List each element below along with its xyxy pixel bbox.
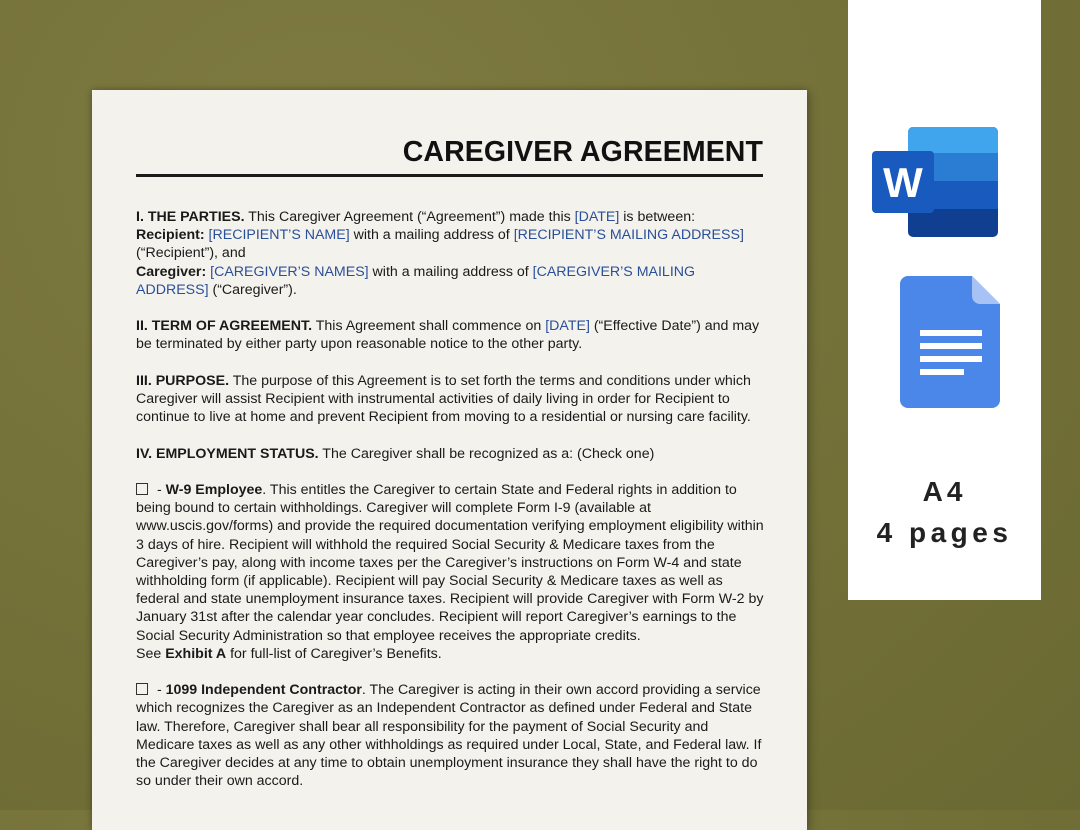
option-label: 1099 Independent Contractor: [165, 682, 362, 699]
body-text: -: [153, 682, 166, 699]
placeholder-date: [DATE]: [574, 209, 620, 225]
placeholder-caregiver-names: [CAREGIVER’S NAMES]: [210, 263, 369, 280]
section-heading: IV. EMPLOYMENT STATUS.: [136, 445, 319, 462]
document-page: [92, 90, 807, 830]
word-icon: [872, 127, 998, 237]
body-text: -: [153, 481, 166, 498]
option-label: W-9 Employee: [165, 481, 263, 498]
w9-checkbox[interactable]: [136, 483, 148, 495]
option-w9-employee: [136, 481, 766, 663]
page-count-label: 4 pages: [876, 517, 1013, 548]
placeholder-caregiver-address: [CAREGIVER’S MAILING ADDRESS]: [136, 263, 696, 298]
placeholder-recipient-name: [RECIPIENT’S NAME]: [208, 227, 350, 244]
paper-size-label: A4: [922, 476, 967, 507]
google-docs-icon: [900, 276, 1000, 408]
word-icon-letter: W: [883, 159, 923, 206]
recipient-label: Recipient:: [136, 227, 205, 244]
exhibit-reference: Exhibit A: [165, 645, 227, 662]
body-text: See: [136, 645, 166, 662]
section-purpose: [136, 372, 766, 427]
section-heading: II. TERM OF AGREEMENT.: [136, 318, 313, 335]
body-text: . This entitles the Caregiver to certain State and Federal rights in addition to being bound to certain withholdings. Caregiver will complete Form I-9 (available at www.uscis.gov/forms) and provide the required documentation verifying employment eligibility within 3 days of hire. Recipient will withhold the required Social Security & Medicare taxes from the Caregiver’s pay, along with income taxes per the Caregiver’s instructions on Form W-4 and state withholding form (if applicable). Recipient will pay Social Security & Medicare taxes as well as federal and state unemployment insurance taxes. Recipient will provide Caregiver with Form W-2 by January 31st after the calendar year concludes. Recipient will report Caregiver’s earnings to the Social Security Administration so that employee receives the appropriate credits.: [136, 481, 764, 644]
placeholder-date: [DATE]: [545, 318, 590, 335]
section-parties: [136, 208, 766, 299]
body-text: (“Recipient”), and: [136, 245, 246, 262]
body-text: with a mailing address of: [349, 227, 514, 244]
contractor-checkbox[interactable]: [136, 683, 148, 695]
document-title: CAREGIVER AGREEMENT: [402, 136, 763, 168]
body-text: This Agreement shall commence on: [312, 318, 546, 335]
body-text: This Caregiver Agreement (“Agreement”) made this: [244, 209, 575, 225]
body-text: The purpose of this Agreement is to set forth the terms and conditions under which Caregiver will assist Recipient with instrumental activities of daily living in order for Recipient to continue to live at home and prevent Recipient from moving to a residential or nursing care facility.: [136, 372, 751, 426]
placeholder-recipient-address: [RECIPIENT’S MAILING ADDRESS]: [513, 227, 744, 244]
side-panel: [848, 0, 1041, 600]
section-employment-status: [136, 445, 766, 463]
body-text: for full-list of Caregiver’s Benefits.: [226, 645, 442, 662]
body-text: with a mailing address of: [368, 263, 533, 280]
section-heading: I. THE PARTIES.: [136, 209, 245, 225]
section-heading: III. PURPOSE.: [136, 372, 230, 389]
body-text: (“Effective Date”) and may be terminated by either party upon reasonable notice to the other party.: [136, 318, 760, 353]
caregiver-label: Caregiver:: [136, 263, 207, 280]
body-text: The Caregiver shall be recognized as a: (Check one): [318, 445, 655, 462]
section-term: [136, 317, 766, 353]
body-text: is between:: [619, 209, 696, 225]
option-1099-contractor: [136, 681, 766, 790]
body-text: . The Caregiver is acting in their own accord providing a service which recognizes the Caregiver as an Independent Contractor as defined under Federal and State law. Therefore, Caregiver shall bear all responsibility for the payment of Social Security and Medicare taxes as well as any other withholdings as required under Local, State, and Federal law. If the Caregiver decides at any time to obtain unemployment insurance they shall have the right to do so under their own accord.: [136, 682, 762, 790]
document-body: [136, 208, 766, 809]
body-text: (“Caregiver”).: [208, 281, 297, 298]
title-divider: [136, 174, 763, 177]
